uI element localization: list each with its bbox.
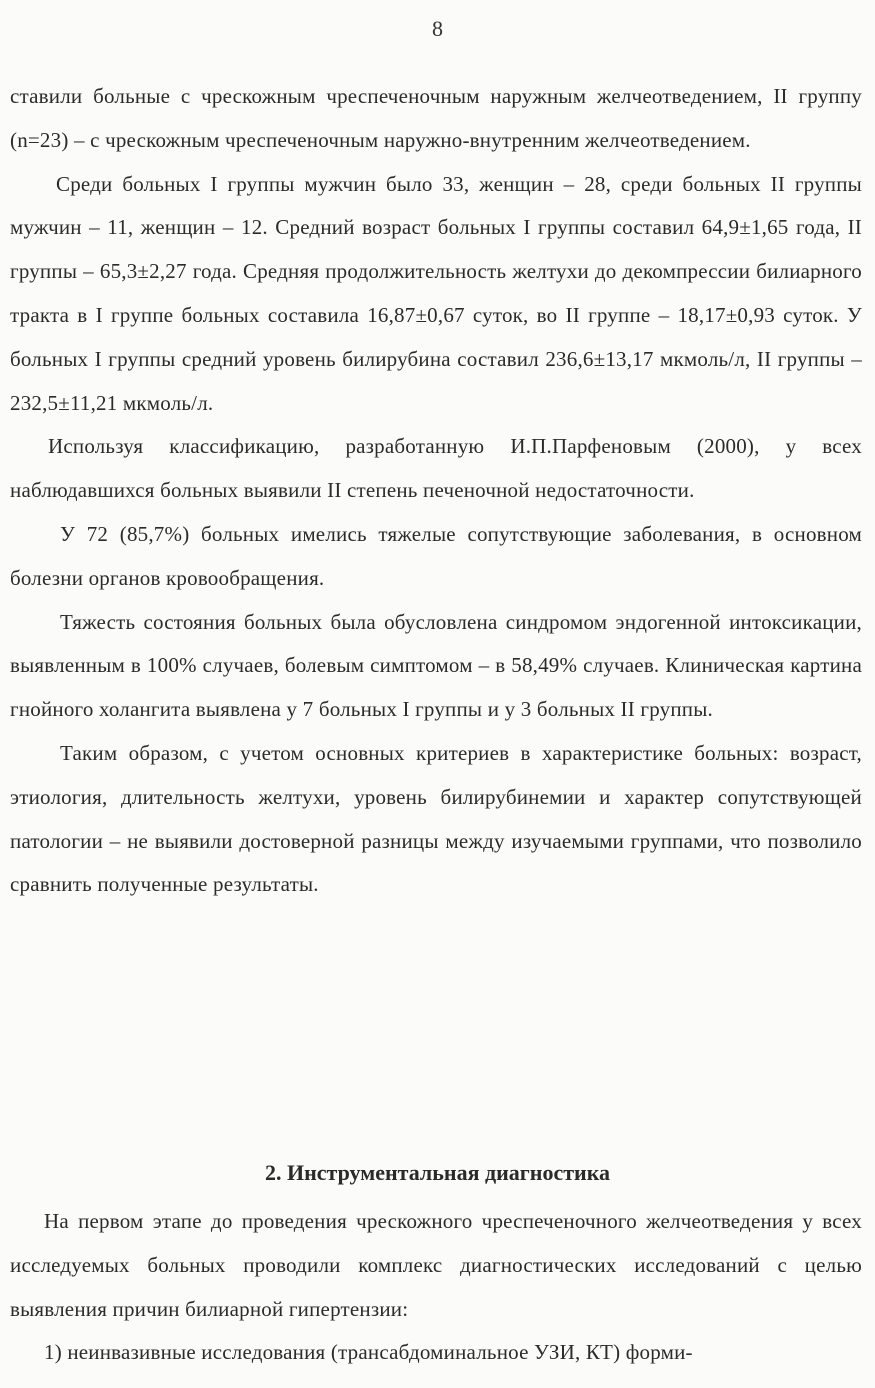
paragraph: Тяжесть состояния больных была обусловлена синдромом эндогенной интоксикации, выявленным в 100% случаев, болевым симптомом – в 58,49% случаев. Клиническая картина гнойного холангита выявлена у 7 больных I группы и у 3 больных II группы. [10,609,862,722]
paragraph: Используя классификацию, разработанную И.П.Парфеновым (2000), у всех наблюдавшихся больных выявили II степень печеночной недостаточности. [10,434,862,503]
paragraph: 1) неинвазивные исследования (трансабдоминальное УЗИ, КТ) форми- [44,1340,693,1365]
paragraph: Таким образом, с учетом основных критериев в характеристике больных: возраст, этиология, длительность желтухи, уровень билирубинемии и характер сопутствующей патологии – не выявили достоверной разницы между изучаемыми группами, что позволило сравнить полученные результаты. [10,740,862,897]
paragraph: На первом этапе до проведения чрескожного чреспеченочного желчеотведения у всех исследуемых больных проводили комплекс диагностических исследований с целью выявления причин билиарной гипертензии: [10,1209,862,1321]
page-number: 8 [432,16,443,41]
body-text-bottom [10,1200,862,1375]
paragraph: ставили больные с чрескожным чреспеченочным наружным желчеотведением, II группу (n=23) – с чрескожным чреспеченочным наружно-внутренним желчеотведением. [10,84,862,152]
paragraph: У 72 (85,7%) больных имелись тяжелые сопутствующие заболевания, в основном болезни органов кровообращения. [10,521,862,590]
paragraph: Среди больных I группы мужчин было 33, женщин – 28, среди больных II группы мужчин – 11, женщин – 12. Средний возраст больных I группы составил 64,9±1,65 года, II группы – 65,3±2,27 года. Средняя продолжительность желтухи до декомпрессии билиарного тракта в I группе больных составила 16,87±0,67 суток, во II группе – 18,17±0,93 суток. У больных I группы средний уровень билирубина составил 236,6±13,17 мкмоль/л, II группы – 232,5±11,21 мкмоль/л. [10,171,862,415]
section-heading: 2. Инструментальная диагностика [264,1160,611,1185]
body-text-top [10,75,862,907]
